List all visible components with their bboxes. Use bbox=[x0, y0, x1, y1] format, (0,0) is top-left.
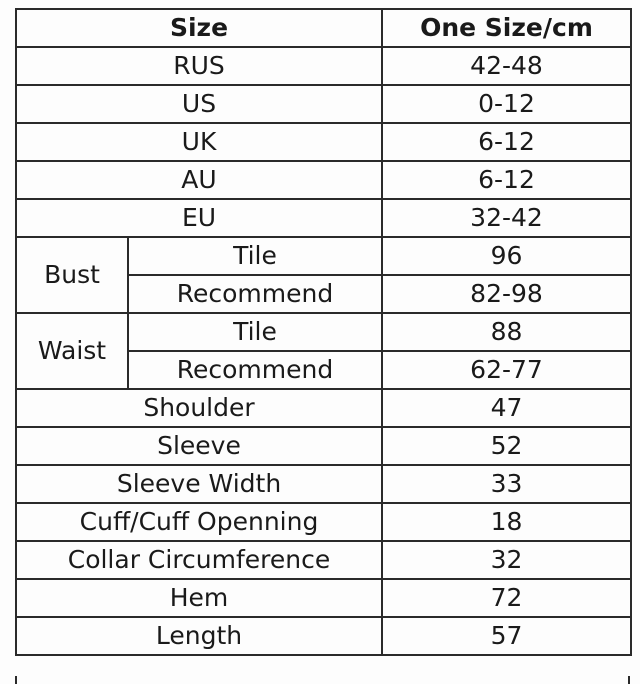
header-row bbox=[16, 9, 631, 47]
size-header: Size bbox=[16, 9, 382, 47]
measurement-label: Collar Circumference bbox=[16, 541, 382, 579]
measurement-value: 18 bbox=[382, 503, 631, 541]
table-row bbox=[16, 313, 631, 351]
bust-tile-value: 96 bbox=[382, 237, 631, 275]
waist-tile-value: 88 bbox=[382, 313, 631, 351]
measurement-label: Cuff/Cuff Openning bbox=[16, 503, 382, 541]
size-standard-label: US bbox=[16, 85, 382, 123]
waist-recommend-value: 62-77 bbox=[382, 351, 631, 389]
table-row bbox=[16, 199, 631, 237]
measurement-value: 72 bbox=[382, 579, 631, 617]
waist-label: Waist bbox=[16, 313, 128, 389]
waist-tile-label: Tile bbox=[128, 313, 382, 351]
table-row bbox=[16, 427, 631, 465]
size-chart-table bbox=[15, 8, 632, 656]
waist-recommend-label: Recommend bbox=[128, 351, 382, 389]
measurement-value: 47 bbox=[382, 389, 631, 427]
table-row bbox=[16, 123, 631, 161]
bust-recommend-label: Recommend bbox=[128, 275, 382, 313]
measurement-value: 57 bbox=[382, 617, 631, 655]
table-row bbox=[16, 389, 631, 427]
table-row bbox=[16, 237, 631, 275]
table-row bbox=[16, 617, 631, 655]
measurement-value: 52 bbox=[382, 427, 631, 465]
size-standard-value: 6-12 bbox=[382, 123, 631, 161]
size-standard-value: 32-42 bbox=[382, 199, 631, 237]
measurement-label: Sleeve Width bbox=[16, 465, 382, 503]
measurement-value: 32 bbox=[382, 541, 631, 579]
table-row bbox=[16, 579, 631, 617]
size-standard-value: 0-12 bbox=[382, 85, 631, 123]
table-row bbox=[16, 465, 631, 503]
bust-recommend-value: 82-98 bbox=[382, 275, 631, 313]
table-row bbox=[16, 541, 631, 579]
size-standard-label: AU bbox=[16, 161, 382, 199]
size-standard-label: UK bbox=[16, 123, 382, 161]
measurement-label: Sleeve bbox=[16, 427, 382, 465]
table-continuation bbox=[15, 676, 630, 684]
one-size-header: One Size/cm bbox=[382, 9, 631, 47]
bust-label: Bust bbox=[16, 237, 128, 313]
measurement-label: Hem bbox=[16, 579, 382, 617]
measurement-label: Shoulder bbox=[16, 389, 382, 427]
table-row bbox=[16, 47, 631, 85]
bust-tile-label: Tile bbox=[128, 237, 382, 275]
measurement-label: Length bbox=[16, 617, 382, 655]
measurement-value: 33 bbox=[382, 465, 631, 503]
table-row bbox=[16, 161, 631, 199]
size-standard-value: 42-48 bbox=[382, 47, 631, 85]
table-row bbox=[16, 85, 631, 123]
size-standard-label: EU bbox=[16, 199, 382, 237]
size-standard-label: RUS bbox=[16, 47, 382, 85]
size-standard-value: 6-12 bbox=[382, 161, 631, 199]
table-row bbox=[16, 503, 631, 541]
